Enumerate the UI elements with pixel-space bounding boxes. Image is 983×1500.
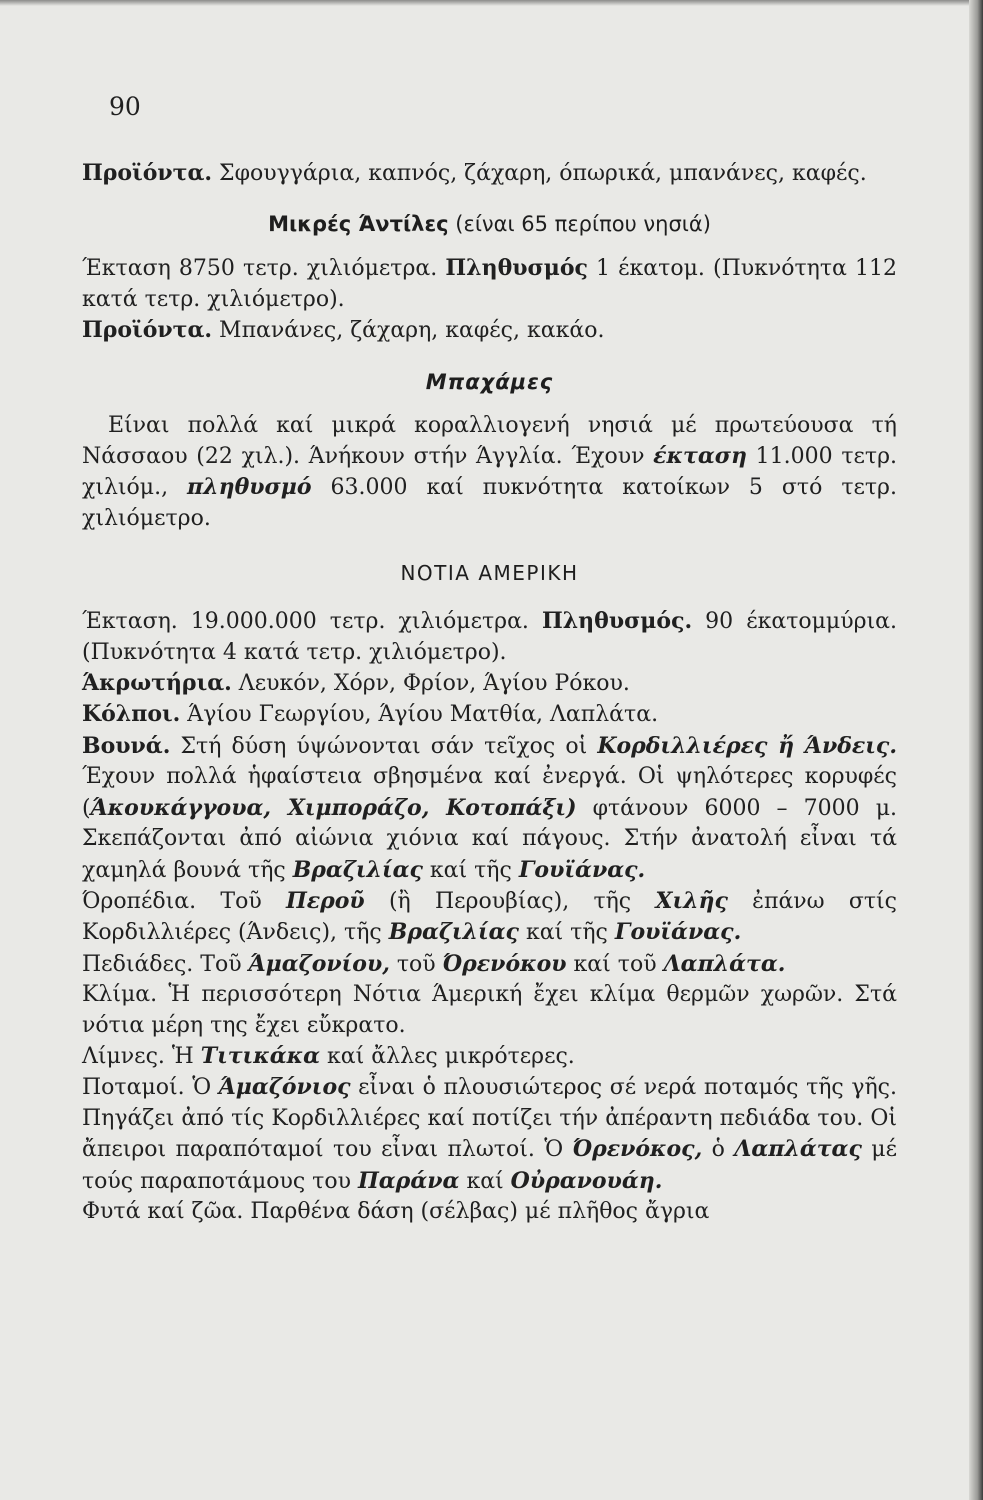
sa-rivers-emph-2: Όρενόκος, [572, 1136, 703, 1163]
sa-mountains-emph-4: Γουϊάνας. [518, 856, 646, 883]
bahamas-population-emph: πληθυσμό [187, 474, 312, 501]
south-america-gulfs-paragraph [82, 699, 897, 730]
page-binding-edge [969, 0, 983, 1500]
sa-rivers-text-4: μέ τούς παραποτάμους του [82, 1137, 897, 1194]
sa-rivers-emph-5: Οὐρανουάη. [510, 1167, 663, 1194]
lesser-antilles-area-text: 8750 τετρ. χιλιόμετρα. [170, 256, 446, 282]
sa-gulfs-label: Κόλποι. [82, 701, 181, 728]
sa-plateaus-text-1: Τοῦ [196, 888, 286, 914]
page-number: 90 [109, 92, 141, 121]
lesser-antilles-products-paragraph [82, 315, 897, 346]
lesser-antilles-heading [82, 209, 897, 239]
sa-plateaus-text-3: ἐπάνω στίς Κορδιλλιέρες (Άνδεις), τῆς [82, 888, 898, 946]
products-label: Προϊόντα. [82, 160, 213, 186]
bahamas-paragraph [82, 411, 897, 535]
south-america-climate-paragraph [82, 980, 897, 1041]
lesser-antilles-area-label: Έκταση [82, 256, 171, 282]
lesser-antilles-population-text: 1 έκατομ. (Πυκνότητα 112 κατά τετρ. χιλιόμετρο). [82, 256, 897, 312]
page-top-edge [0, 0, 983, 6]
sa-plains-text-1: Τοῦ [193, 951, 249, 977]
sa-plateaus-text-2: (ἢ Περουβίας), τῆς [364, 888, 656, 914]
south-america-capes-paragraph [82, 668, 897, 699]
sa-capes-label: Άκρωτήρια. [82, 670, 232, 697]
sa-rivers-emph-1: Άμαζόνιος [218, 1074, 351, 1101]
sa-flora-label: Φυτά καί ζῶα. [82, 1198, 244, 1224]
bahamas-heading: Μπαχάμες [425, 369, 554, 394]
page-text-block [82, 92, 897, 1227]
sa-gulfs-text: Άγίου Γεωργίου, Άγίου Ματθία, Λαπλάτα. [180, 702, 659, 728]
sa-rivers-emph-3: Λαπλάτας [734, 1136, 862, 1163]
sa-mountains-emph-2: Άκουκάγγουα, Χιμποράζο, Κοτοπάξι) [90, 794, 577, 821]
sa-capes-text: Λευκόν, Χόρν, Φρίον, Άγίου Ρόκου. [231, 671, 630, 697]
south-america-rivers-paragraph [82, 1072, 897, 1197]
lesser-antilles-products-label: Προϊόντα. [82, 317, 213, 344]
south-america-lakes-paragraph [82, 1041, 897, 1072]
south-america-area-paragraph [82, 606, 897, 668]
sa-mountains-text-2: Έχουν πολλά ἡφαίστεια σβησμένα καί ἐνεργά. Οἱ ψηλότερες κορυφές ( [82, 764, 897, 821]
lesser-antilles-title: Μικρές Άντίλες [268, 212, 449, 237]
bahamas-text-2: 11.000 τετρ. χιλιόμ., [82, 444, 897, 501]
south-america-mountains-paragraph [82, 731, 897, 886]
sa-population-text: 90 έκατομμύρια. (Πυκνότητα 4 κατά τετρ. χιλιόμετρο). [82, 609, 897, 665]
sa-mountains-label: Βουνά. [82, 732, 171, 759]
sa-plateaus-text-4: καί τῆς [518, 920, 615, 946]
sa-mountains-emph-1: Κορδιλλιέρες ἤ Άνδεις. [597, 732, 897, 759]
sa-climate-text: Ἡ περισσότερη Νότια Άμερική ἔχει κλίμα θερμῶν χωρῶν. Στά νότια μέρη της ἔχει εὔκρατο. [82, 982, 897, 1038]
sa-plains-emph-2: Όρενόκου [442, 950, 567, 977]
lesser-antilles-population-label: Πληθυσμός [445, 255, 588, 282]
south-america-plains-paragraph [82, 949, 897, 980]
sa-climate-label: Κλίμα. [82, 982, 158, 1008]
sa-rivers-text-3: ὁ [702, 1137, 735, 1163]
sa-plains-label: Πεδιάδες. [82, 951, 194, 977]
sa-lakes-text-1: Ἡ [164, 1043, 201, 1069]
sa-plateaus-emph-2: Χιλῆς [655, 887, 728, 914]
sa-mountains-text-1: Στή δύση ύψώνονται σάν τεῖχος οἱ [170, 733, 598, 759]
sa-area-text: 19.000.000 τετρ. χιλιόμετρα. [177, 609, 542, 635]
sa-mountains-text-3: φτάνουν 6000 – 7000 μ. Σκεπάζονται ἀπό αἰώνια χιόνια καί πάγους. Στήν ἀνατολή εἶναι τά χαμηλά βουνά τῆς [82, 795, 897, 883]
sa-plains-emph-3: Λαπλάτα. [663, 950, 786, 977]
bahamas-area-emph: έκταση [653, 443, 747, 470]
sa-population-label: Πληθυσμός. [541, 608, 693, 635]
sa-plateaus-label: Όροπέδια. [82, 888, 197, 914]
sa-plateaus-emph-1: Περοῦ [285, 887, 365, 914]
sa-area-label: Έκταση. [82, 609, 178, 635]
lesser-antilles-area-paragraph [82, 253, 897, 315]
sa-lakes-emph: Τιτικάκα [200, 1042, 321, 1069]
lesser-antilles-products-text: Μπανάνες, ζάχαρη, καφές, κακάο. [212, 318, 605, 344]
sa-mountains-emph-3: Βραζιλίας [292, 856, 423, 883]
sa-lakes-label: Λίμνες. [82, 1043, 165, 1069]
lesser-antilles-subtitle: (είναι 65 περίπου νησιά) [448, 212, 711, 237]
sa-rivers-emph-4: Παράνα [357, 1167, 460, 1194]
sa-rivers-label: Ποταμοί. [82, 1075, 185, 1101]
bahamas-text-1: Είναι πολλά καί μικρά κοραλλιογενή νησιά μέ πρωτεύουσα τή Νάσσαου (22 χιλ.). Άνήκουν στήν Άγγλία. Έχουν [82, 412, 897, 470]
sa-plateaus-emph-4: Γουϊάνας. [614, 919, 742, 946]
sa-plains-text-3: καί τοῦ [566, 951, 664, 977]
products-paragraph [82, 158, 897, 189]
south-america-flora-paragraph [82, 1197, 897, 1227]
south-america-heading: ΝΟΤΙΑ ΑΜΕΡΙΚΗ [400, 561, 579, 586]
sa-lakes-text-2: καί ἄλλες μικρότερες. [320, 1043, 575, 1069]
sa-rivers-text-5: καί [459, 1168, 511, 1194]
sa-mountains-text-4: καί τῆς [422, 857, 519, 883]
sa-plains-text-2: τοῦ [389, 951, 443, 977]
sa-rivers-text-2: εἶναι ὁ πλουσιώτερος σέ νερά ποταμός τῆς γῆς. Πηγάζει ἀπό τίς Κορδιλλιέρες καί ποτίζει τήν ἀπέραντη πεδιάδα του. Οἱ ἄπειροι παραπόταμοί του εἶναι πλωτοί. Ὁ [82, 1075, 897, 1163]
products-text: Σφουγγάρια, καπνός, ζάχαρη, όπωρικά, μπανάνες, καφές. [212, 161, 867, 186]
sa-flora-text: Παρθένα δάση (σέλβας) μέ πλῆθος ἄγρια [243, 1198, 710, 1224]
sa-rivers-text-1: Ὁ [184, 1075, 219, 1101]
south-america-plateaus-paragraph [82, 886, 897, 949]
bahamas-text-3: 63.000 καί πυκνότητα κατοίκων 5 στό τετρ. χιλιόμετρο. [82, 475, 897, 531]
sa-plateaus-emph-3: Βραζιλίας [388, 919, 519, 946]
sa-plains-emph-1: Άμαζονίου, [248, 950, 390, 977]
